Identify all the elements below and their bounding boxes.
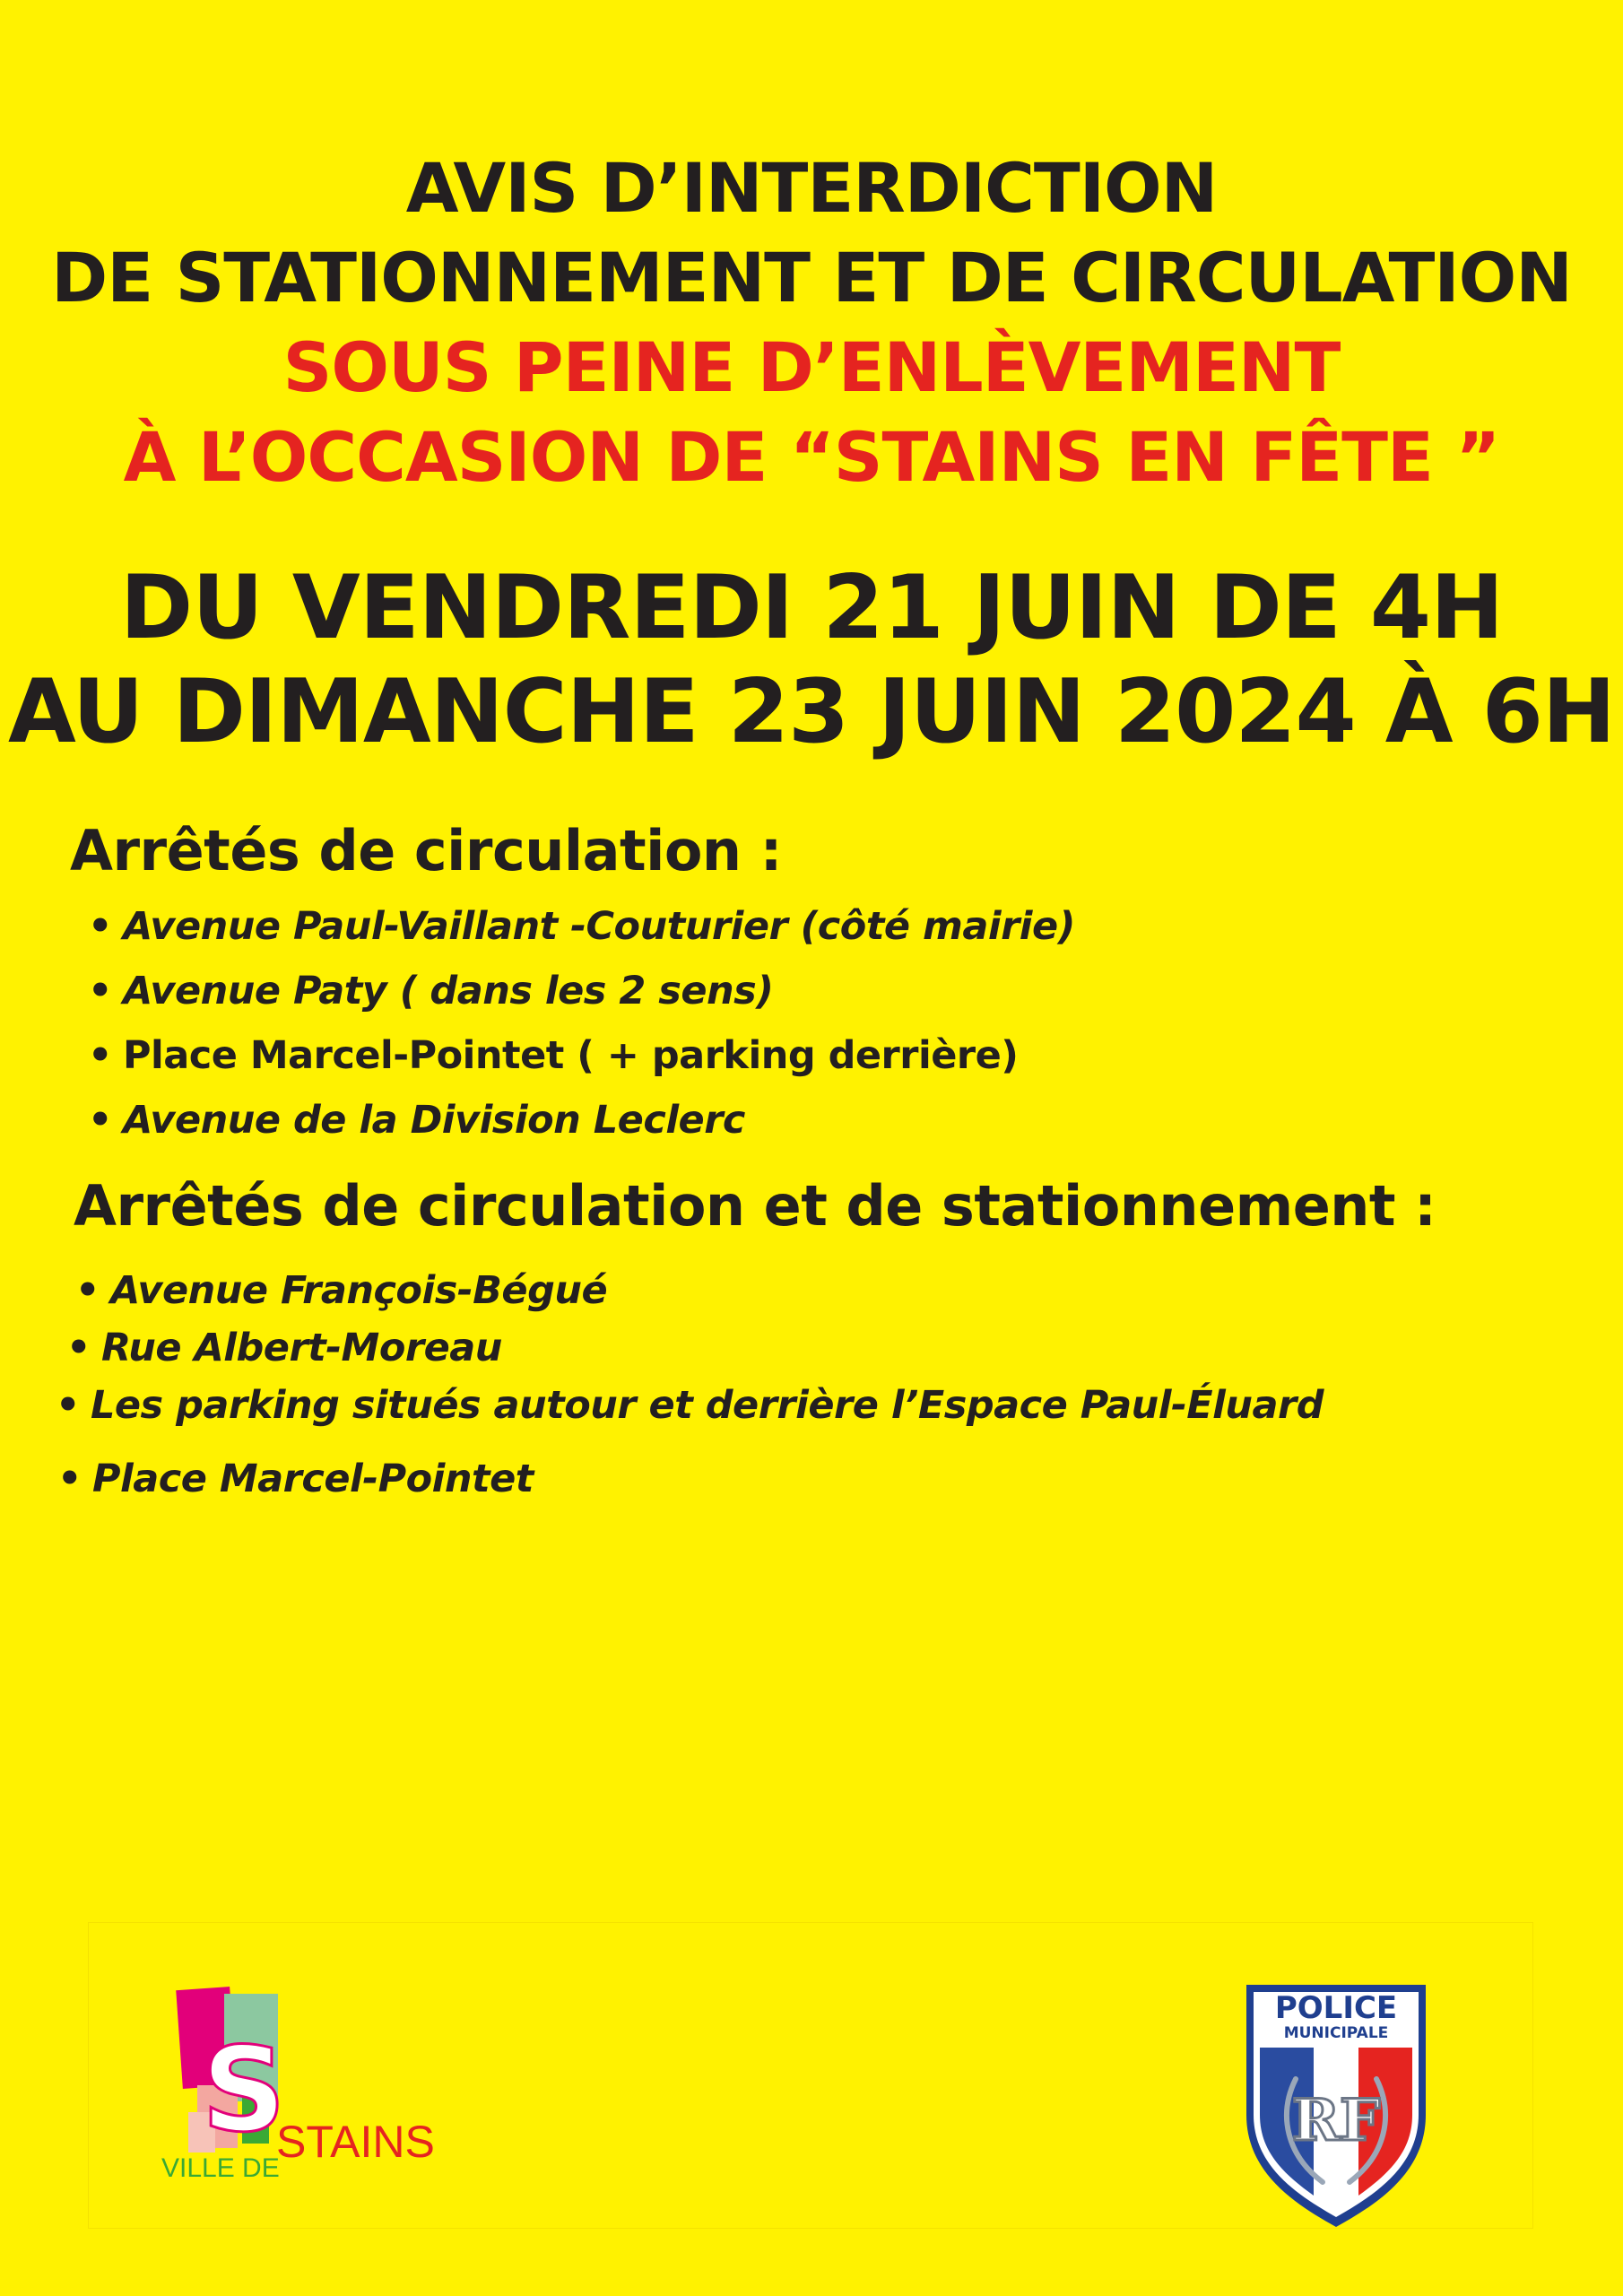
list-item [88,1033,1018,1078]
bullet-icon: • [88,969,112,1013]
section-circulation-title: Arrêtés de circulation : [70,818,782,883]
section-circulation-parking-title: Arrêtés de circulation et de stationnement : [74,1173,1436,1239]
list-item [88,1098,745,1143]
list-item [57,1457,534,1501]
bullet-icon: • [75,1268,100,1313]
bullet-icon: • [88,1033,112,1078]
list-item-label: Avenue Paty ( dans les 2 sens) [122,969,774,1013]
list-item-label: Rue Albert-Moreau [100,1326,502,1370]
list-item-label: Place Marcel-Pointet [91,1457,534,1501]
bullet-icon: • [66,1326,91,1370]
list-item [88,904,1075,949]
list-item [75,1268,607,1313]
bullet-icon: • [57,1457,82,1501]
list-item-label: Place Marcel-Pointet ( + parking derrière) [122,1033,1019,1078]
svg-text:S: S [202,2022,286,2158]
svg-text:STAINS: STAINS [276,2117,435,2167]
svg-text:RF: RF [1291,2087,1381,2154]
bullet-icon: • [88,1098,112,1143]
svg-text:MUNICIPALE: MUNICIPALE [1283,2024,1389,2042]
list-item [66,1326,502,1370]
svg-text:VILLE DE: VILLE DE [161,2153,280,2183]
list-item-label: Avenue de la Division Leclerc [122,1098,745,1143]
notice-warning-line-1: SOUS PEINE D’ENLÈVEMENT [282,327,1341,407]
notice-title-line-2: DE STATIONNEMENT ET DE CIRCULATION [51,238,1572,317]
notice-warning-line-2: À L’OCCASION DE “STAINS EN FÊTE ” [123,417,1500,497]
svg-text:POLICE: POLICE [1274,1990,1398,2026]
bullet-icon: • [56,1383,80,1428]
list-item [88,969,773,1013]
date-end: AU DIMANCHE 23 JUIN 2024 À 6H [8,661,1615,763]
notice-title-line-1: AVIS D’INTERDICTION [405,148,1218,228]
stains-logo [161,1978,448,2184]
bullet-icon: • [88,904,112,949]
notice-header [0,144,1623,502]
police-municipale-logo [1242,1980,1430,2231]
list-item [56,1383,1324,1428]
list-item-label: Avenue François-Bégué [109,1268,608,1313]
date-start: DU VENDREDI 21 JUIN DE 4H [119,557,1504,659]
list-item-label: Les parking situés autour et derrière l’Espace Paul-Éluard [90,1383,1324,1428]
list-item-label: Avenue Paul-Vaillant -Couturier (côté mairie) [122,904,1075,949]
notice-dates [0,556,1623,764]
